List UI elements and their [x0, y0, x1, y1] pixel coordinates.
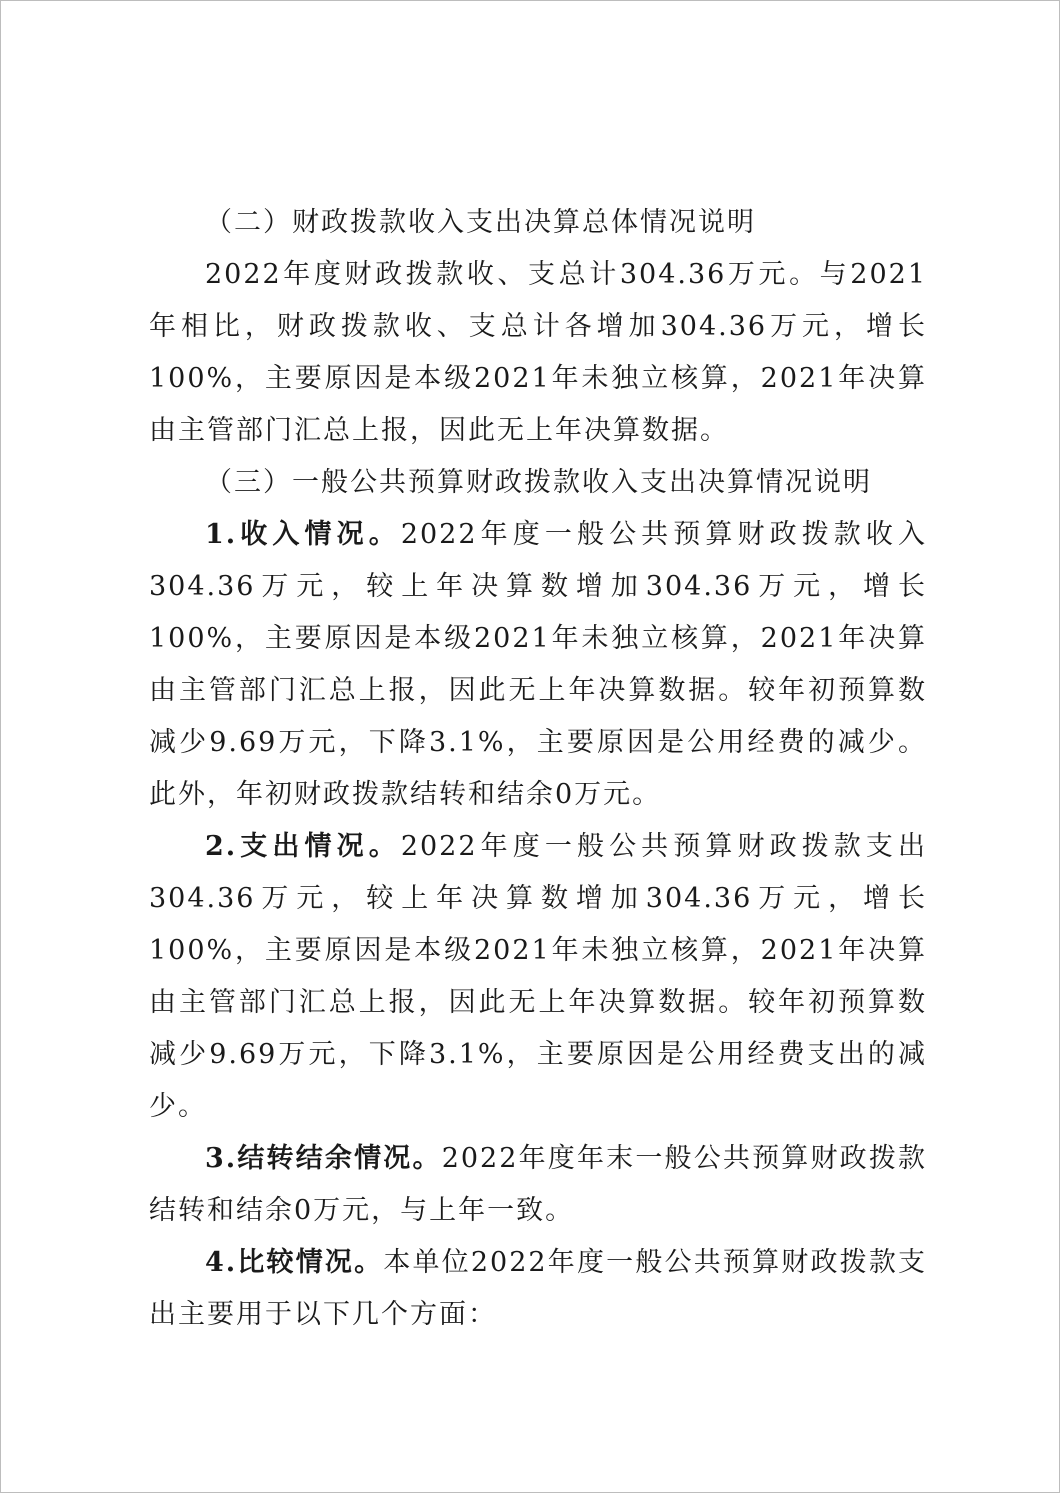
carryover-text: 2022年度年末一般公共预算财政拨款结转和结余0万元，与上年一致。: [149, 1143, 928, 1226]
carryover-label: 3.结转结余情况。: [205, 1143, 442, 1174]
paragraph-income: [149, 509, 927, 821]
paragraph-overview: 2022年度财政拨款收、支总计304.36万元。与2021年相比，财政拨款收、支总计各增加304.36万元，增长100%，主要原因是本级2021年未独立核算，2021年决算由主管部门汇总上报，因此无上年决算数据。: [149, 259, 927, 446]
paragraph-comparison: [149, 1237, 927, 1341]
comparison-label: 4.比较情况。: [205, 1247, 384, 1278]
expenditure-text: 2022年度一般公共预算财政拨款支出304.36万元，较上年决算数增加304.36万元，增长100%，主要原因是本级2021年未独立核算，2021年决算由主管部门汇总上报，因此无上年决算数据。较年初预算数减少9.69万元，下降3.1%，主要原因是公用经费支出的减少。: [149, 831, 928, 1122]
document-body: [149, 197, 927, 1341]
expenditure-label: 2.支出情况。: [205, 831, 401, 862]
section-heading-2: （二）财政拨款收入支出决算总体情况说明: [205, 207, 756, 238]
paragraph-expenditure: [149, 821, 927, 1133]
paragraph-carryover: [149, 1133, 927, 1237]
section-heading-3: （三）一般公共预算财政拨款收入支出决算情况说明: [205, 467, 872, 498]
income-label: 1.收入情况。: [205, 519, 401, 550]
comparison-text: 本单位2022年度一般公共预算财政拨款支出主要用于以下几个方面：: [149, 1247, 928, 1330]
income-text: 2022年度一般公共预算财政拨款收入304.36万元，较上年决算数增加304.36万元，增长100%，主要原因是本级2021年未独立核算，2021年决算由主管部门汇总上报，因此无上年决算数据。较年初预算数减少9.69万元，下降3.1%，主要原因是公用经费的减少。此外，年初财政拨款结转和结余0万元。: [149, 519, 928, 810]
